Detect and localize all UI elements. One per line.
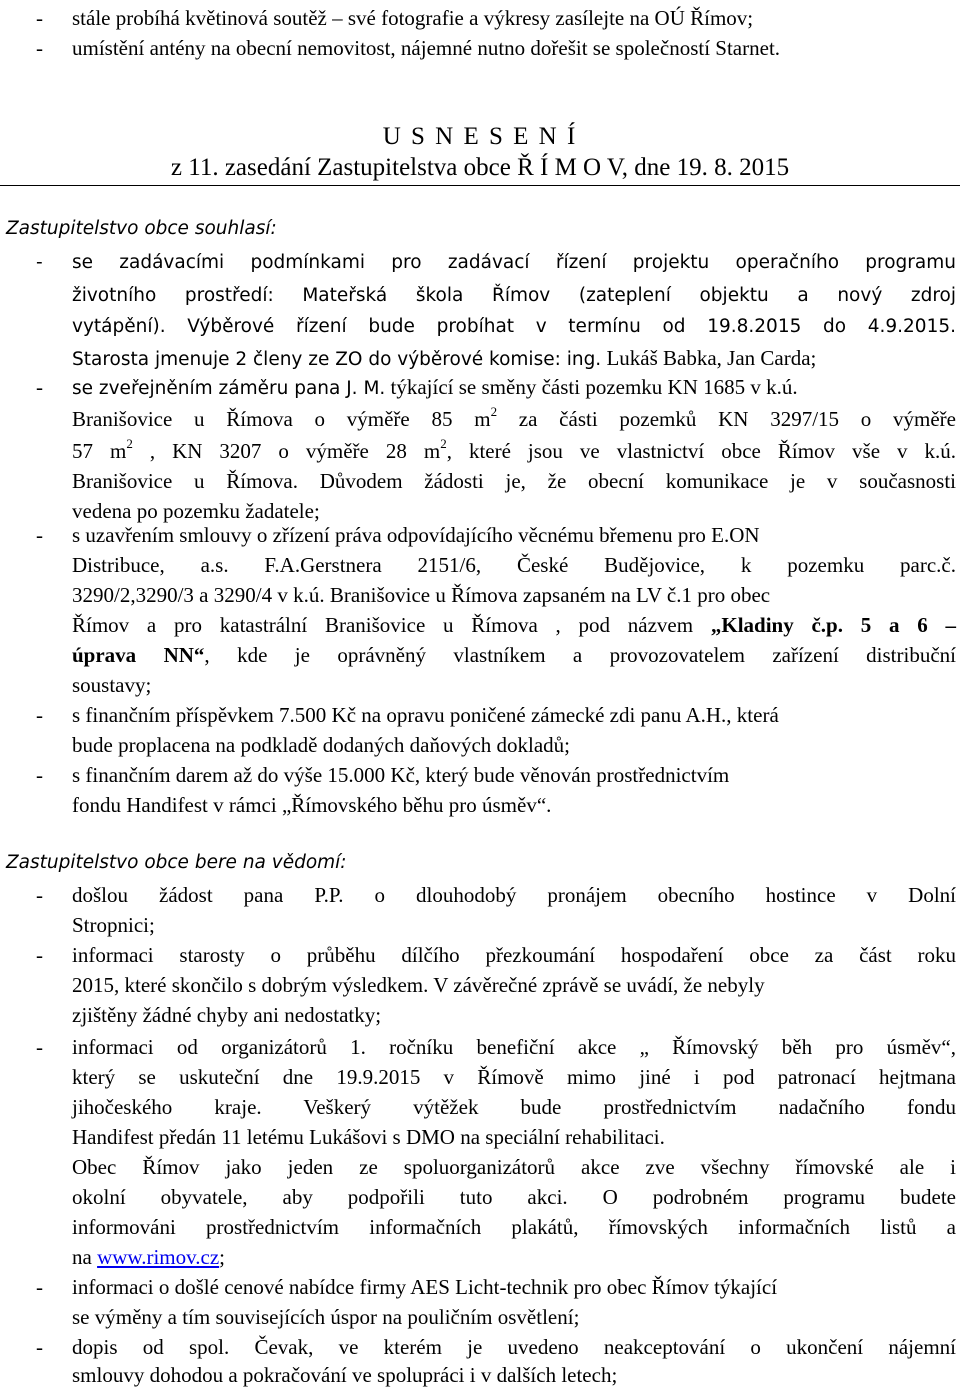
- item-line: Důvodem žádosti je, že obecní komunikace je v současnosti: [298, 469, 956, 493]
- bullet-dash: -: [36, 523, 43, 547]
- item-line-bold: úprava NN“: [72, 643, 205, 667]
- item-line: se zadávacími podmínkami pro zadávací řízení projektu operačního programu: [72, 252, 956, 273]
- item-line: 3290/2,3290/3 a 3290/4 v k.ú. Branišovice u Římova zapsaném na LV č.1 pro obec: [72, 583, 771, 607]
- bullet-dash: -: [36, 763, 43, 787]
- item-line: Římov a pro katastrální Branišovice u Římova , pod názvem: [72, 613, 711, 637]
- item-line: s finančním darem až do výše 15.000 Kč, který bude věnován prostřednictvím: [72, 763, 730, 787]
- item-line: Lukáš Babka, Jan Carda;: [601, 346, 817, 370]
- resolution-title: U S N E S E N Í: [382, 123, 578, 150]
- item-line: 2015, které skončilo s dobrým výsledkem. V závěrečné zprávě se uvádí, že nebyly: [72, 973, 765, 997]
- item-line: , KN 3207 o výměře 28 m: [132, 439, 441, 463]
- item-line: , kde je oprávněný vlastníkem a provozovatelem zařízení distribuční: [204, 643, 956, 667]
- superscript: 2: [440, 436, 447, 451]
- item-line: Starosta jmenuje 2 členy ze ZO do výběrové komise: ing.: [72, 349, 602, 370]
- item-line: který se uskuteční dne 19.9.2015 v Římově mimo jiné i pod patronací hejtmana: [72, 1065, 956, 1089]
- bullet-dash: -: [36, 375, 43, 399]
- item-line: smlouvy dohodou a pokračování ve spolupráci i v dalších letech;: [72, 1363, 618, 1387]
- item-line: s finančním příspěvkem 7.500 Kč na opravu poničené zámecké zdi panu A.H., která: [72, 703, 779, 727]
- item-line: za části pozemků KN 3297/15 o výměře: [497, 407, 956, 431]
- divider: [0, 185, 960, 186]
- item-line: ;: [219, 1245, 225, 1269]
- section-heading-agrees: Zastupitelstvo obce souhlasí:: [6, 218, 277, 239]
- bullet-dash: -: [36, 883, 43, 907]
- item-line: Branišovice u Římova.: [72, 469, 299, 493]
- item-line: došlou žádost pana P.P. o dlouhodobý pronájem obecního hostince v Dolní: [72, 883, 956, 907]
- item-line: informaci o došlé cenové nabídce firmy AES Licht-technik pro obec Římov týkající: [72, 1275, 778, 1299]
- superscript: 2: [490, 404, 498, 419]
- item-line: vedena po pozemku žadatele;: [72, 499, 320, 523]
- section-heading-notes: Zastupitelstvo obce bere na vědomí:: [6, 852, 347, 873]
- item-line: , které jsou ve vlastnictví obce Římov vše v k.ú.: [446, 439, 957, 463]
- list-item-text: stále probíhá květinová soutěž – své fotografie a výkresy zasílejte na OÚ Římov;: [72, 6, 754, 30]
- item-line: soustavy;: [72, 673, 152, 697]
- item-line: jihočeského kraje. Veškerý výtěžek bude prostřednictvím nadačního fondu: [72, 1095, 956, 1119]
- item-line: dopis od spol. Čevak, ve kterém je uvedeno neakceptování o ukončení nájemní: [72, 1335, 956, 1359]
- item-line: životního prostředí: Mateřská škola Římov (zateplení objektu a nový zdroj: [72, 285, 956, 306]
- item-line: Branišovice u Římova o výměře 85 m: [72, 407, 491, 431]
- item-line: Handifest předán 11 letému Lukášovi s DMO na speciální rehabilitaci.: [72, 1125, 665, 1149]
- item-line: týkající se směny části pozemku KN 1685 v k.ú.: [385, 375, 798, 399]
- item-line: na: [72, 1245, 98, 1269]
- item-line: informováni prostřednictvím informačních plakátů, římovských informačních listů a: [72, 1215, 956, 1239]
- bullet-dash: -: [36, 252, 43, 273]
- bullet-dash: -: [36, 703, 43, 727]
- item-line: 57 m: [72, 439, 127, 463]
- bullet-dash: -: [36, 943, 43, 967]
- item-line: se zveřejněním záměru pana J. M.: [72, 378, 386, 399]
- item-line: Distribuce, a.s. F.A.Gerstnera 2151/6, České Budějovice, k pozemku parc.č.: [72, 553, 956, 577]
- item-line: fondu Handifest v rámci „Římovského běhu pro úsměv“.: [72, 793, 552, 817]
- item-line: Obec Římov jako jeden ze spoluorganizátorů akce zve všechny římovské ale i: [72, 1155, 956, 1179]
- item-line: informaci od organizátorů 1. ročníku benefiční akce „ Římovský běh pro úsměv“,: [72, 1035, 956, 1059]
- item-line: bude proplacena na podkladě dodaných daňových dokladů;: [72, 733, 571, 757]
- item-line: s uzavřením smlouvy o zřízení práva odpovídajícího věcnému břemenu pro E.ON: [72, 523, 760, 547]
- item-line: informaci starosty o průběhu dílčího přezkoumání hospodaření obce za část roku: [72, 943, 956, 967]
- bullet-dash: -: [36, 1335, 43, 1359]
- bullet-dash: -: [36, 6, 43, 30]
- list-item-text: umístění antény na obecní nemovitost, nájemné nutno dořešit se společností Starnet.: [72, 36, 781, 60]
- item-line: Stropnici;: [72, 913, 155, 937]
- item-line: okolní obyvatele, aby podpořili tuto akci. O podrobném programu budete: [72, 1185, 956, 1209]
- website-link[interactable]: www.rimov.cz: [97, 1245, 220, 1269]
- item-line: se výměny a tím souvisejících úspor na pouličním osvětlení;: [72, 1305, 580, 1329]
- item-line: vytápění). Výběrové řízení bude probíhat v termínu od 19.8.2015 do 4.9.2015.: [72, 316, 956, 337]
- bullet-dash: -: [36, 1275, 43, 1299]
- superscript: 2: [126, 436, 133, 451]
- item-line-bold: „Kladiny č.p. 5 a 6 –: [710, 613, 956, 637]
- item-line: zjištěny žádné chyby ani nedostatky;: [72, 1003, 382, 1027]
- bullet-dash: -: [36, 1035, 43, 1059]
- bullet-dash: -: [36, 36, 43, 60]
- resolution-subtitle: z 11. zasedání Zastupitelstva obce Ř Í M O V, dne 19. 8. 2015: [170, 154, 790, 181]
